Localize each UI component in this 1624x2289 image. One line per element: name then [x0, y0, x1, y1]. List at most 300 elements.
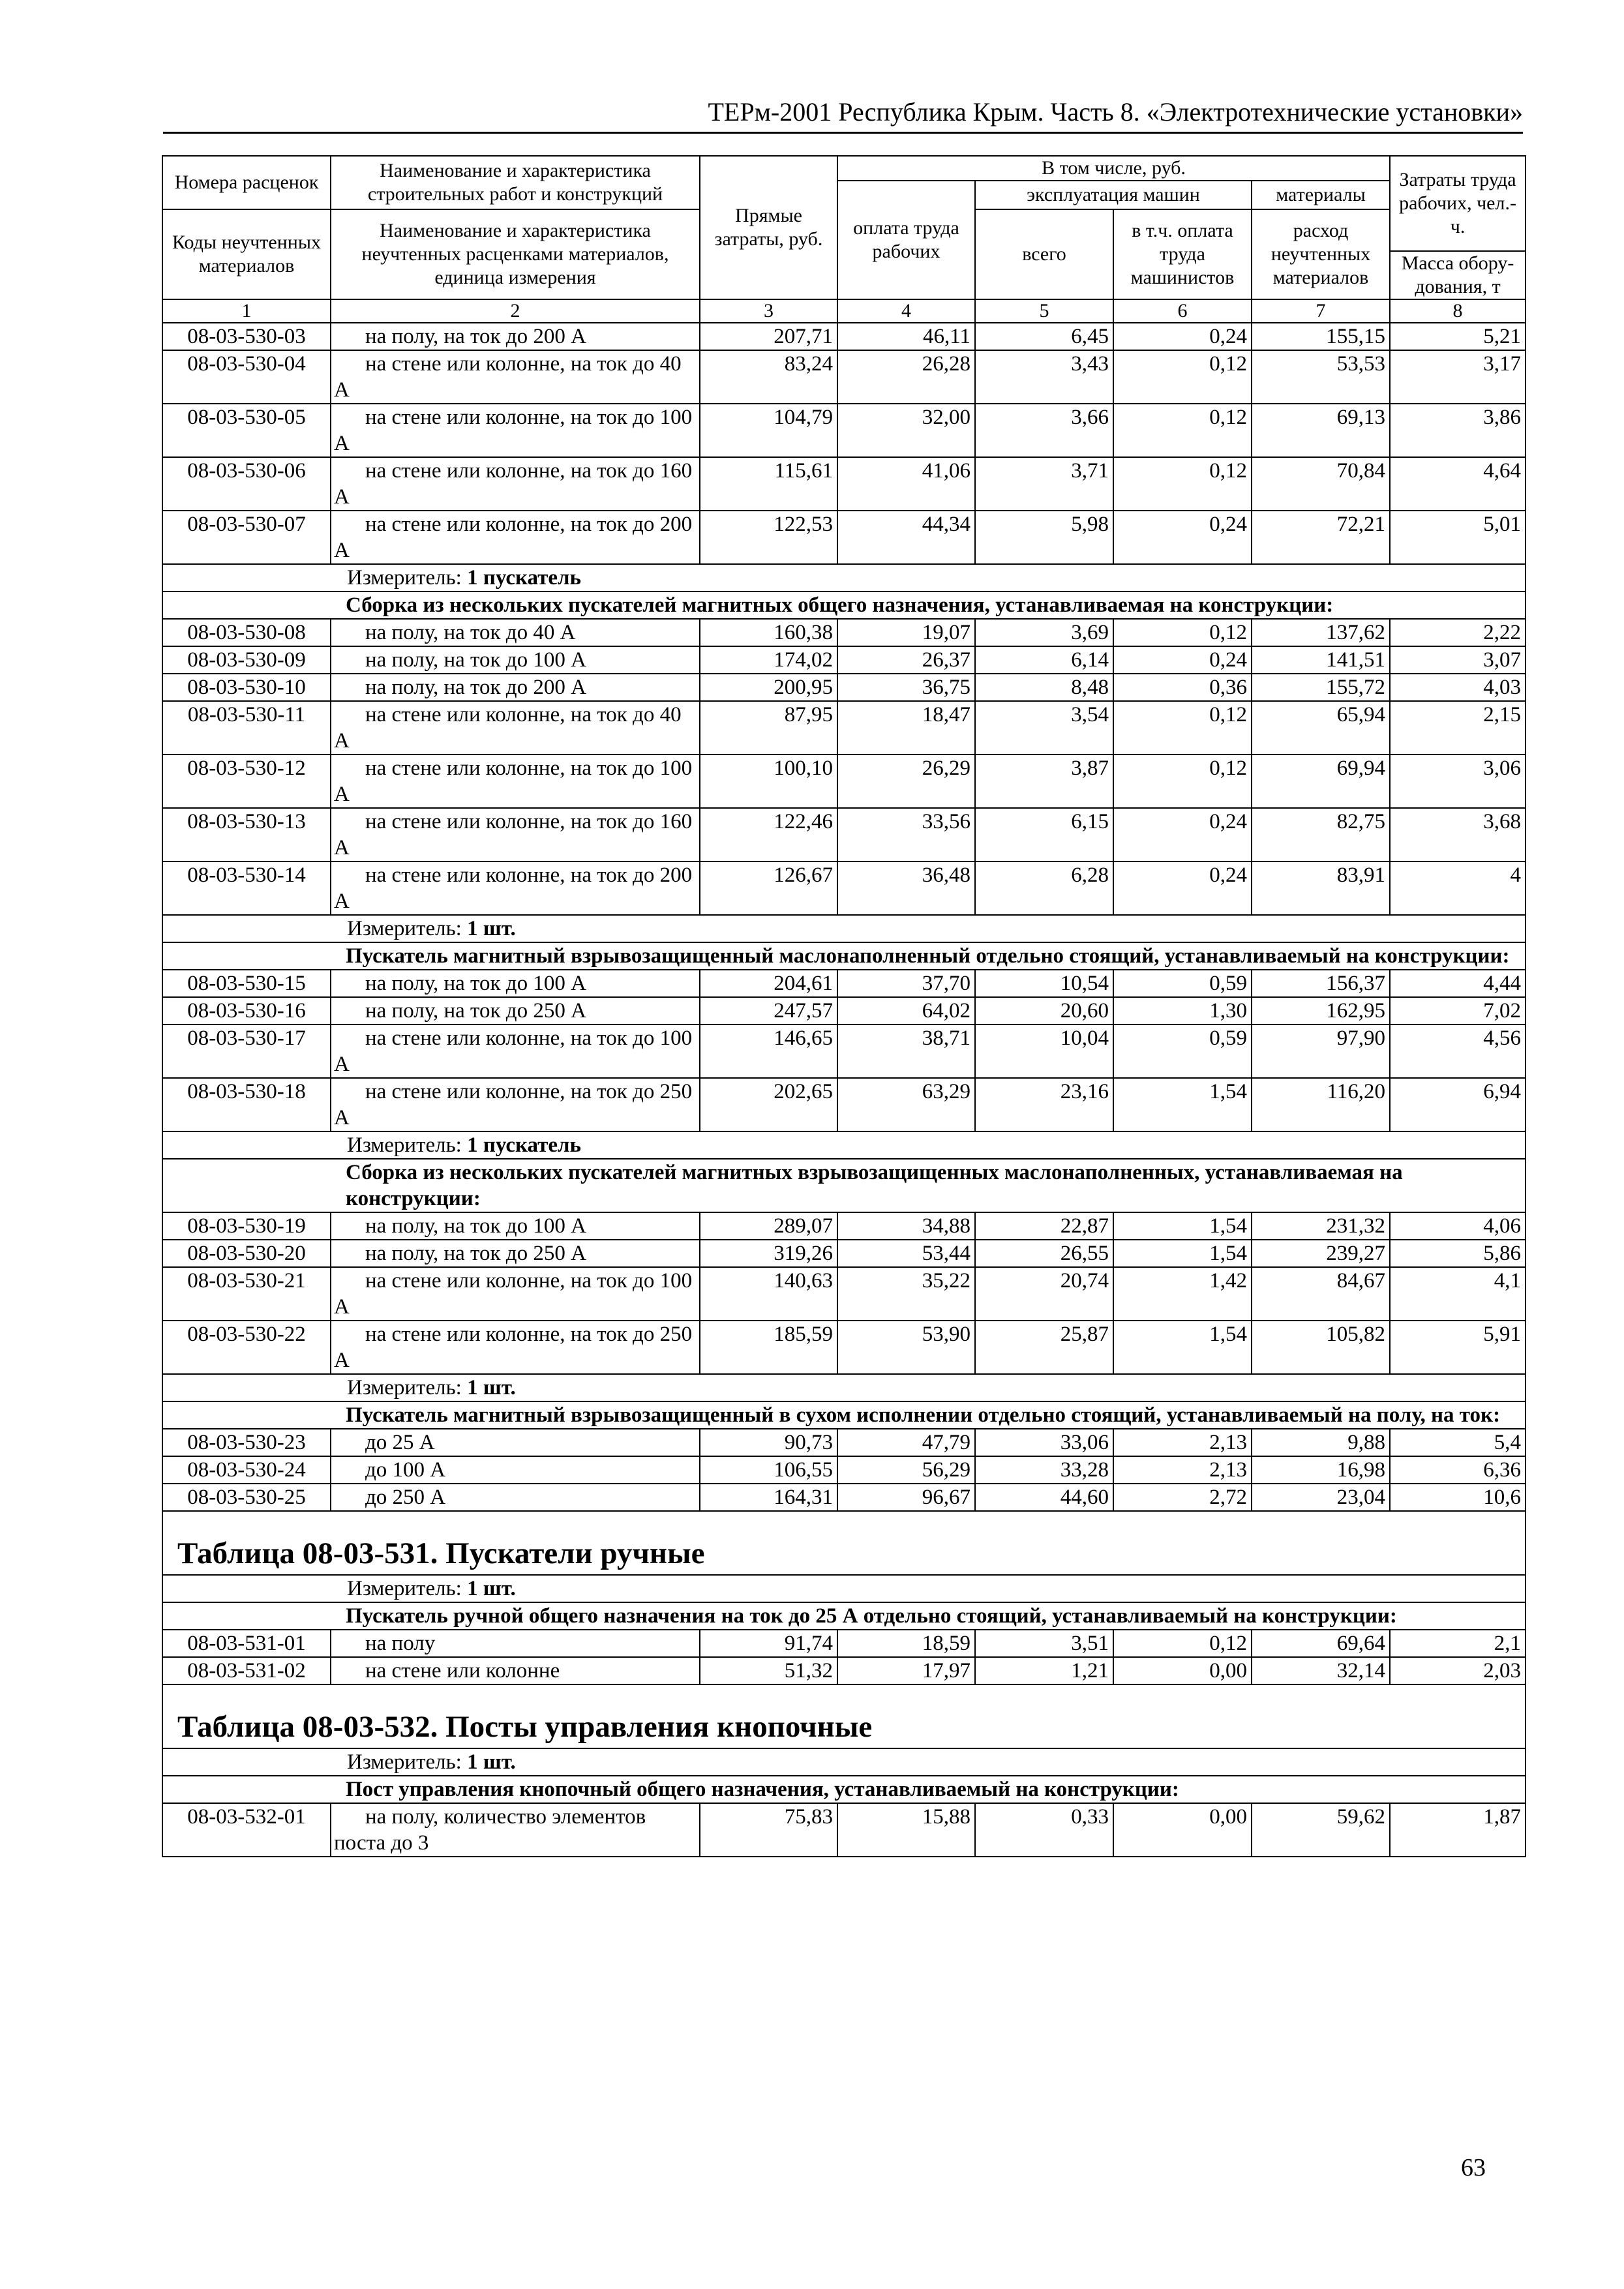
rate-value-col4: 26,29: [837, 755, 975, 808]
rate-value-col3: 207,71: [700, 323, 837, 350]
meter-cell: [162, 1374, 1526, 1401]
meter-row: [162, 1131, 1526, 1159]
rate-value-col5: 6,14: [975, 646, 1113, 674]
rate-row: [162, 674, 1526, 701]
rate-value-col3: 202,65: [700, 1078, 837, 1131]
rate-value-col7: 65,94: [1252, 701, 1390, 755]
rate-name-cell: [331, 755, 700, 808]
meter-value: 1 пускатель: [467, 566, 581, 590]
rate-code: 08-03-530-20: [162, 1240, 331, 1267]
rate-row: [162, 755, 1526, 808]
rate-value-col6: 0,12: [1113, 457, 1252, 511]
table-title: Таблица 08-03-531. Пускатели ручные: [162, 1511, 1526, 1575]
rate-value-col3: 51,32: [700, 1657, 837, 1684]
rate-value-col4: 26,37: [837, 646, 975, 674]
rate-code: 08-03-530-21: [162, 1267, 331, 1321]
rate-value-col8: 6,94: [1390, 1078, 1526, 1131]
incl-header: В том числе, руб.: [837, 156, 1390, 181]
rate-value-col6: 1,42: [1113, 1267, 1252, 1321]
rate-name-cell: [331, 1803, 700, 1857]
column-number: 2: [331, 299, 700, 323]
column-number: 7: [1252, 299, 1390, 323]
meter-label: Измеритель:: [347, 566, 462, 590]
rate-value-col7: 69,94: [1252, 755, 1390, 808]
table-header: [162, 156, 1526, 323]
rate-name-cell: [331, 1484, 700, 1511]
rate-value-col6: 1,30: [1113, 997, 1252, 1025]
table-title-row: [162, 1511, 1526, 1575]
rate-value-col6: 1,54: [1113, 1212, 1252, 1240]
meter-cell: [162, 1131, 1526, 1159]
rate-value-col6: 0,12: [1113, 404, 1252, 457]
rate-name-cell: [331, 674, 700, 701]
rate-value-col7: 32,14: [1252, 1657, 1390, 1684]
rate-row: [162, 1429, 1526, 1456]
rate-value-col5: 33,06: [975, 1429, 1113, 1456]
column-number-row: [162, 299, 1526, 323]
rate-name-cell: [331, 997, 700, 1025]
rate-name-cell: [331, 808, 700, 861]
rate-value-col5: 22,87: [975, 1212, 1113, 1240]
rate-row: [162, 1078, 1526, 1131]
meter-value: 1 шт.: [467, 1376, 516, 1399]
meter-cell: [162, 564, 1526, 591]
rate-value-col4: 32,00: [837, 404, 975, 457]
rate-value-col8: 3,07: [1390, 646, 1526, 674]
rate-name: на полу, на ток до 200 А: [365, 676, 586, 699]
rate-row: [162, 1657, 1526, 1684]
rate-row: [162, 457, 1526, 511]
rate-value-col5: 8,48: [975, 674, 1113, 701]
rate-value-col7: 69,13: [1252, 404, 1390, 457]
rate-code: 08-03-531-02: [162, 1657, 331, 1684]
rate-name: до 250 А: [365, 1486, 446, 1509]
rate-row: [162, 619, 1526, 646]
rate-value-col3: 200,95: [700, 674, 837, 701]
meter-label: Измеритель:: [347, 1133, 462, 1157]
rate-value-col5: 3,87: [975, 755, 1113, 808]
rate-value-col3: 126,67: [700, 861, 837, 915]
group-row: [162, 942, 1526, 970]
rate-row: [162, 1484, 1526, 1511]
meter-row: [162, 1374, 1526, 1401]
col8-header-top: Затраты труда рабочих, чел.-ч.: [1390, 156, 1526, 251]
rate-row: [162, 323, 1526, 350]
rate-value-col7: 105,82: [1252, 1321, 1390, 1374]
group-row: [162, 1159, 1526, 1212]
rate-value-col6: 0,36: [1113, 674, 1252, 701]
col8-header-bottom: Масса обору-дования, т: [1390, 251, 1526, 299]
column-number: 5: [975, 299, 1113, 323]
rate-name: на стене или колонне, на ток до 100 А: [334, 756, 693, 806]
rate-value-col7: 116,20: [1252, 1078, 1390, 1131]
rate-code: 08-03-530-14: [162, 861, 331, 915]
col1-header-top: Номера расценок: [162, 156, 331, 209]
meter-value: 1 шт.: [467, 917, 516, 940]
rate-code: 08-03-530-07: [162, 511, 331, 564]
rate-row: [162, 350, 1526, 404]
rate-name-cell: [331, 1025, 700, 1078]
rate-value-col3: 90,73: [700, 1429, 837, 1456]
table-title: Таблица 08-03-532. Посты управления кнопочные: [162, 1684, 1526, 1748]
meter-value: 1 пускатель: [467, 1133, 581, 1157]
rate-name-cell: [331, 701, 700, 755]
rate-value-col5: 26,55: [975, 1240, 1113, 1267]
rate-name: на полу, на ток до 40 А: [365, 621, 576, 644]
rate-value-col4: 64,02: [837, 997, 975, 1025]
rate-value-col7: 137,62: [1252, 619, 1390, 646]
rate-name: на стене или колонне, на ток до 200 А: [334, 513, 693, 562]
table-body: [162, 323, 1526, 1857]
col3-header: Прямые затраты, руб.: [700, 156, 837, 299]
rate-value-col6: 1,54: [1113, 1240, 1252, 1267]
rate-value-col8: 4,44: [1390, 970, 1526, 997]
rate-value-col6: 0,12: [1113, 1630, 1252, 1657]
rate-row: [162, 646, 1526, 674]
rate-value-col6: 0,24: [1113, 808, 1252, 861]
rate-value-col3: 247,57: [700, 997, 837, 1025]
meter-cell: [162, 1748, 1526, 1776]
column-number: 3: [700, 299, 837, 323]
rate-value-col7: 231,32: [1252, 1212, 1390, 1240]
rate-name: на стене или колонне, на ток до 250 А: [334, 1323, 693, 1372]
rate-value-col3: 87,95: [700, 701, 837, 755]
rate-value-col7: 155,15: [1252, 323, 1390, 350]
group-heading: Пост управления кнопочный общего назначения, устанавливаемый на конструкции:: [162, 1776, 1526, 1803]
machines-header: эксплуатация машин: [975, 181, 1252, 209]
rate-value-col5: 6,28: [975, 861, 1113, 915]
rate-row: [162, 1267, 1526, 1321]
meter-row: [162, 1575, 1526, 1602]
rate-value-col4: 18,59: [837, 1630, 975, 1657]
rate-value-col7: 59,62: [1252, 1803, 1390, 1857]
rate-value-col3: 160,38: [700, 619, 837, 646]
rate-value-col5: 25,87: [975, 1321, 1113, 1374]
rate-name-cell: [331, 511, 700, 564]
rate-value-col8: 1,87: [1390, 1803, 1526, 1857]
rate-value-col3: 75,83: [700, 1803, 837, 1857]
rate-name-cell: [331, 1267, 700, 1321]
rate-value-col7: 9,88: [1252, 1429, 1390, 1456]
rate-value-col3: 140,63: [700, 1267, 837, 1321]
rate-value-col3: 204,61: [700, 970, 837, 997]
rate-code: 08-03-530-22: [162, 1321, 331, 1374]
rate-value-col3: 174,02: [700, 646, 837, 674]
rate-value-col4: 34,88: [837, 1212, 975, 1240]
rate-row: [162, 997, 1526, 1025]
rate-value-col5: 10,54: [975, 970, 1113, 997]
rate-value-col8: 2,22: [1390, 619, 1526, 646]
rate-code: 08-03-530-09: [162, 646, 331, 674]
rate-code: 08-03-530-24: [162, 1456, 331, 1484]
rate-name: на стене или колонне, на ток до 250 А: [334, 1080, 693, 1130]
rate-value-col8: 3,68: [1390, 808, 1526, 861]
rate-value-col8: 4,06: [1390, 1212, 1526, 1240]
rate-value-col3: 289,07: [700, 1212, 837, 1240]
meter-cell: [162, 1575, 1526, 1602]
rate-value-col4: 15,88: [837, 1803, 975, 1857]
rate-value-col3: 104,79: [700, 404, 837, 457]
rate-value-col8: 5,91: [1390, 1321, 1526, 1374]
page-number: 63: [1461, 2154, 1486, 2181]
rate-value-col4: 53,44: [837, 1240, 975, 1267]
rate-name: на полу, количество элементов поста до 3: [334, 1805, 646, 1855]
rate-value-col4: 96,67: [837, 1484, 975, 1511]
col7-header: расход неучтенных материалов: [1252, 209, 1390, 299]
rate-value-col5: 23,16: [975, 1078, 1113, 1131]
rate-value-col8: 3,06: [1390, 755, 1526, 808]
rate-value-col8: 5,86: [1390, 1240, 1526, 1267]
meter-value: 1 шт.: [467, 1577, 516, 1600]
rate-value-col8: 2,15: [1390, 701, 1526, 755]
rate-row: [162, 1240, 1526, 1267]
rate-value-col3: 122,46: [700, 808, 837, 861]
rate-value-col7: 162,95: [1252, 997, 1390, 1025]
rate-row: [162, 511, 1526, 564]
rate-value-col4: 26,28: [837, 350, 975, 404]
rate-value-col4: 17,97: [837, 1657, 975, 1684]
rate-value-col8: 5,4: [1390, 1429, 1526, 1456]
rate-name: на стене или колонне, на ток до 40 А: [334, 703, 682, 753]
rate-name: до 25 А: [365, 1431, 435, 1454]
col2-header-bottom: Наименование и характеристика неучтенных расценками материалов, единица измерения: [331, 209, 700, 299]
rate-code: 08-03-530-13: [162, 808, 331, 861]
rate-name-cell: [331, 861, 700, 915]
meter-row: [162, 915, 1526, 942]
rate-name: на полу, на ток до 250 А: [365, 999, 586, 1023]
page-header: ТЕРм-2001 Республика Крым. Часть 8. «Электротехнические установки»: [708, 97, 1523, 127]
rate-name-cell: [331, 1078, 700, 1131]
rate-value-col8: 5,01: [1390, 511, 1526, 564]
rate-value-col8: 4,1: [1390, 1267, 1526, 1321]
rate-value-col6: 0,12: [1113, 619, 1252, 646]
rate-value-col5: 3,71: [975, 457, 1113, 511]
rate-value-col5: 3,69: [975, 619, 1113, 646]
rate-value-col6: 2,13: [1113, 1429, 1252, 1456]
rate-value-col8: 2,03: [1390, 1657, 1526, 1684]
rate-value-col4: 37,70: [837, 970, 975, 997]
col5-header: всего: [975, 209, 1113, 299]
rate-value-col8: 4: [1390, 861, 1526, 915]
rate-value-col4: 47,79: [837, 1429, 975, 1456]
rate-value-col8: 4,56: [1390, 1025, 1526, 1078]
rate-row: [162, 701, 1526, 755]
rate-value-col7: 53,53: [1252, 350, 1390, 404]
rate-code: 08-03-530-23: [162, 1429, 331, 1456]
rate-code: 08-03-530-16: [162, 997, 331, 1025]
rate-value-col8: 7,02: [1390, 997, 1526, 1025]
rate-code: 08-03-530-12: [162, 755, 331, 808]
rate-name-cell: [331, 350, 700, 404]
rate-name-cell: [331, 1657, 700, 1684]
rate-value-col3: 122,53: [700, 511, 837, 564]
rate-value-col3: 83,24: [700, 350, 837, 404]
rate-value-col5: 0,33: [975, 1803, 1113, 1857]
rate-row: [162, 404, 1526, 457]
col6-header: в т.ч. оплата труда машинистов: [1113, 209, 1252, 299]
rate-value-col4: 63,29: [837, 1078, 975, 1131]
rate-name: на стене или колонне: [365, 1659, 560, 1683]
header-rule: [163, 132, 1523, 134]
rate-row: [162, 861, 1526, 915]
rate-code: 08-03-530-18: [162, 1078, 331, 1131]
meter-label: Измеритель:: [347, 1577, 462, 1600]
rate-value-col7: 72,21: [1252, 511, 1390, 564]
col4-header: оплата труда рабочих: [837, 181, 975, 299]
rate-row: [162, 1321, 1526, 1374]
rate-name-cell: [331, 970, 700, 997]
rate-value-col5: 3,43: [975, 350, 1113, 404]
rate-code: 08-03-530-05: [162, 404, 331, 457]
table-title-row: [162, 1684, 1526, 1748]
rate-value-col4: 33,56: [837, 808, 975, 861]
rate-value-col7: 82,75: [1252, 808, 1390, 861]
rate-value-col5: 3,51: [975, 1630, 1113, 1657]
rate-value-col4: 18,47: [837, 701, 975, 755]
rate-value-col6: 0,00: [1113, 1657, 1252, 1684]
rate-name: на стене или колонне, на ток до 40 А: [334, 352, 682, 402]
rate-name: на полу, на ток до 100 А: [365, 648, 586, 672]
column-number: 1: [162, 299, 331, 323]
rate-value-col8: 6,36: [1390, 1456, 1526, 1484]
group-row: [162, 1776, 1526, 1803]
rate-value-col4: 53,90: [837, 1321, 975, 1374]
rate-row: [162, 1630, 1526, 1657]
rate-row: [162, 1803, 1526, 1857]
rate-name: на полу, на ток до 200 А: [365, 325, 586, 348]
rate-name: на стене или колонне, на ток до 100 А: [334, 1269, 693, 1319]
rate-name: на полу, на ток до 100 А: [365, 1214, 586, 1238]
rate-value-col7: 84,67: [1252, 1267, 1390, 1321]
rate-name-cell: [331, 1240, 700, 1267]
rate-value-col5: 3,66: [975, 404, 1113, 457]
rate-value-col8: 3,17: [1390, 350, 1526, 404]
rate-name-cell: [331, 457, 700, 511]
column-number: 8: [1390, 299, 1526, 323]
rate-name-cell: [331, 1456, 700, 1484]
rate-code: 08-03-530-19: [162, 1212, 331, 1240]
rate-value-col5: 20,74: [975, 1267, 1113, 1321]
rate-value-col4: 38,71: [837, 1025, 975, 1078]
rate-value-col4: 35,22: [837, 1267, 975, 1321]
group-row: [162, 1602, 1526, 1630]
rates-table: [162, 155, 1526, 1857]
materials-header: материалы: [1252, 181, 1390, 209]
rate-value-col8: 2,1: [1390, 1630, 1526, 1657]
rate-value-col6: 0,24: [1113, 511, 1252, 564]
rate-name: на полу: [365, 1632, 436, 1655]
meter-row: [162, 564, 1526, 591]
rate-row: [162, 1212, 1526, 1240]
rate-code: 08-03-530-08: [162, 619, 331, 646]
rate-code: 08-03-530-06: [162, 457, 331, 511]
rate-value-col4: 56,29: [837, 1456, 975, 1484]
meter-cell: [162, 915, 1526, 942]
rate-code: 08-03-530-11: [162, 701, 331, 755]
rate-name: на полу, на ток до 250 А: [365, 1242, 586, 1265]
meter-row: [162, 1748, 1526, 1776]
rate-value-col5: 10,04: [975, 1025, 1113, 1078]
group-heading: Пускатель магнитный взрывозащищенный маслонаполненный отдельно стоящий, устанавливаемый на конструкции:: [162, 942, 1526, 970]
rate-value-col7: 16,98: [1252, 1456, 1390, 1484]
rate-value-col6: 0,12: [1113, 350, 1252, 404]
rate-value-col4: 36,48: [837, 861, 975, 915]
rate-value-col8: 3,86: [1390, 404, 1526, 457]
column-number: 6: [1113, 299, 1252, 323]
group-heading: Пускатель магнитный взрывозащищенный в сухом исполнении отдельно стоящий, устанавливаемый на полу, на ток:: [162, 1401, 1526, 1429]
rate-value-col3: 100,10: [700, 755, 837, 808]
rate-name: на стене или колонне, на ток до 160 А: [334, 810, 693, 860]
rate-name-cell: [331, 404, 700, 457]
rate-value-col4: 44,34: [837, 511, 975, 564]
rate-code: 08-03-530-17: [162, 1025, 331, 1078]
rate-value-col3: 164,31: [700, 1484, 837, 1511]
rate-name: на стене или колонне, на ток до 160 А: [334, 459, 693, 509]
rate-code: 08-03-530-03: [162, 323, 331, 350]
rate-value-col8: 5,21: [1390, 323, 1526, 350]
rate-value-col7: 155,72: [1252, 674, 1390, 701]
rate-name: до 100 А: [365, 1458, 446, 1482]
rate-value-col4: 41,06: [837, 457, 975, 511]
rate-code: 08-03-531-01: [162, 1630, 331, 1657]
rate-value-col5: 5,98: [975, 511, 1113, 564]
rate-value-col8: 4,64: [1390, 457, 1526, 511]
rate-name-cell: [331, 1429, 700, 1456]
rate-value-col3: 91,74: [700, 1630, 837, 1657]
rate-name-cell: [331, 1321, 700, 1374]
rate-value-col6: 0,59: [1113, 1025, 1252, 1078]
rate-value-col7: 83,91: [1252, 861, 1390, 915]
rate-name-cell: [331, 1630, 700, 1657]
meter-label: Измеритель:: [347, 1376, 462, 1399]
rate-value-col5: 6,45: [975, 323, 1113, 350]
rate-value-col7: 141,51: [1252, 646, 1390, 674]
rate-value-col8: 10,6: [1390, 1484, 1526, 1511]
rate-name-cell: [331, 619, 700, 646]
rate-value-col7: 239,27: [1252, 1240, 1390, 1267]
rate-value-col7: 23,04: [1252, 1484, 1390, 1511]
rate-row: [162, 970, 1526, 997]
rate-value-col3: 106,55: [700, 1456, 837, 1484]
rate-code: 08-03-530-25: [162, 1484, 331, 1511]
group-heading: Сборка из нескольких пускателей магнитных общего назначения, устанавливаемая на конструкции:: [162, 591, 1526, 619]
rate-value-col5: 44,60: [975, 1484, 1113, 1511]
rate-value-col6: 2,13: [1113, 1456, 1252, 1484]
rate-value-col5: 33,28: [975, 1456, 1113, 1484]
group-row: [162, 1401, 1526, 1429]
rate-name-cell: [331, 646, 700, 674]
column-number: 4: [837, 299, 975, 323]
rate-name-cell: [331, 1212, 700, 1240]
rate-value-col4: 19,07: [837, 619, 975, 646]
col2-header-top: Наименование и характеристика строительных работ и конструкций: [331, 156, 700, 209]
rate-code: 08-03-530-04: [162, 350, 331, 404]
rate-value-col6: 0,12: [1113, 701, 1252, 755]
rate-name: на стене или колонне, на ток до 100 А: [334, 406, 693, 455]
rate-row: [162, 1025, 1526, 1078]
rate-name: на стене или колонне, на ток до 200 А: [334, 863, 693, 913]
rate-name: на полу, на ток до 100 А: [365, 972, 586, 995]
meter-label: Измеритель:: [347, 917, 462, 940]
rate-value-col7: 156,37: [1252, 970, 1390, 997]
rate-row: [162, 1456, 1526, 1484]
rate-value-col6: 1,54: [1113, 1321, 1252, 1374]
rate-value-col6: 0,12: [1113, 755, 1252, 808]
rate-value-col4: 46,11: [837, 323, 975, 350]
group-row: [162, 591, 1526, 619]
rate-value-col6: 2,72: [1113, 1484, 1252, 1511]
rate-code: 08-03-530-10: [162, 674, 331, 701]
